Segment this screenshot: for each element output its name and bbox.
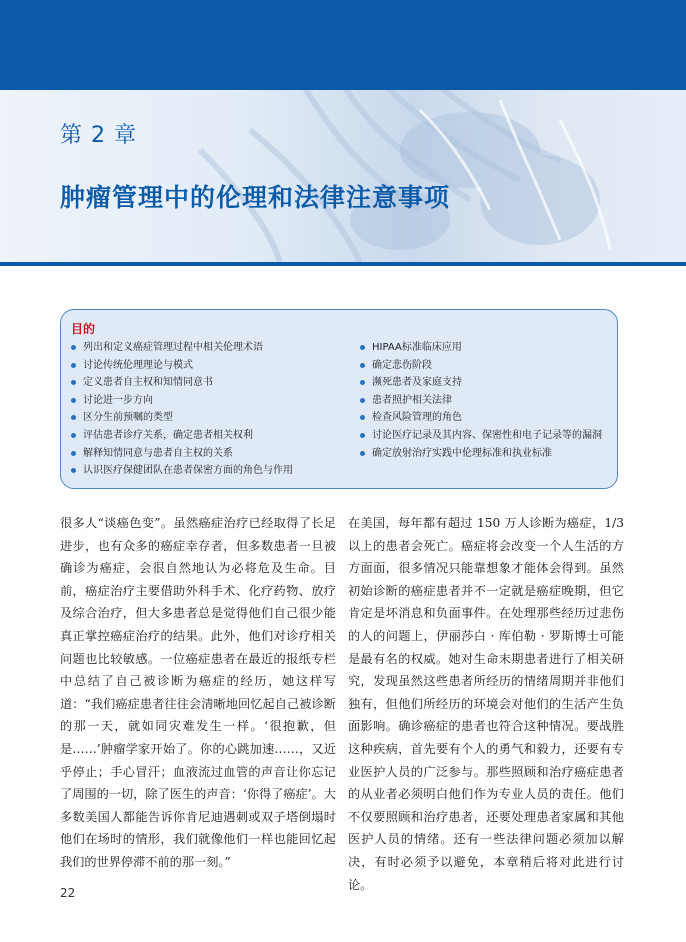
body-left-column: 很多人“谈癌色变”。虽然癌症治疗已经取得了长足进步，也有众多的癌症幸存者，但多数患者一旦被确诊为癌症，会很自然地认为必将危及生命。目前，癌症治疗主要借助外科手术、化疗药物、放疗及综合治疗，但大多患者总是觉得他们自己很少能真正掌控癌症治疗的结果。此外，他们对诊疗相关问题也比较敏感。一位癌症患者在最近的报纸专栏中总结了自己被诊断为癌症的经历，她这样写道：“我们癌症患者往往会清晰地回忆起自己被诊断的那一天，就如同灾难发生一样。‘很抱歉，但是……’肿瘤学家开始了。你的心跳加速……，又近乎停止；手心冒汗；血液流过血管的声音让你忘记了周围的一切，除了医生的声音：‘你得了癌症’。大多数美国人都能告诉你肯尼迪遇刺或双子塔倒塌时他们在场时的情形，我们就像他们一样也能回忆起我们的世界停滞不前的那一刻。” [60,516,336,869]
objective-text: 讨论医疗记录及其内容、保密性和电子记录等的漏洞 [372,429,602,441]
objective-item [358,392,610,410]
objective-text: 定义患者自主权和知情同意书 [83,377,213,389]
objective-item [69,409,349,427]
objectives-left-list [69,339,349,480]
objective-text: 濒死患者及家庭支持 [372,377,462,389]
objective-item [69,374,349,392]
header-banner [0,0,686,90]
anatomy-illustration [0,90,686,262]
bullet-icon [360,415,365,420]
objective-text: 评估患者诊疗关系，确定患者相关权利 [83,429,253,441]
objective-text: 讨论进一步方向 [83,394,153,406]
objective-item [358,357,610,375]
bullet-icon [71,451,76,456]
objectives-box [60,309,618,489]
objective-item [358,409,610,427]
objective-item [69,462,349,480]
bullet-icon [360,398,365,403]
objectives-heading: 目的 [71,322,96,336]
objective-item [69,339,349,357]
objective-item [69,357,349,375]
bullet-icon [71,363,76,368]
page-number: 22 [60,886,76,900]
objective-text: 确定放射治疗实践中伦理标准和执业标准 [372,447,552,459]
objective-text: 确定悲伤阶段 [372,359,432,371]
bullet-icon [71,398,76,403]
objective-text: 解释知情同意与患者自主权的关系 [83,447,233,459]
objective-text: 列出和定义癌症管理过程中相关伦理术语 [83,342,263,353]
header-divider [0,262,686,266]
bullet-icon [71,468,76,473]
objective-text: 区分生前预嘱的类型 [83,412,173,424]
objective-item [358,427,610,445]
objective-text: 患者照护相关法律 [372,394,452,406]
objective-text: HIPAA标准临床应用 [372,342,462,353]
objective-text: 检查风险管理的角色 [372,412,462,424]
bullet-icon [360,433,365,438]
objective-item [358,339,610,357]
objective-item [69,445,349,463]
bullet-icon [360,451,365,456]
chapter-title: 肿瘤管理中的伦理和法律注意事项 [60,183,451,212]
bullet-icon [71,415,76,420]
body-right-column: 在美国，每年都有超过 150 万人诊断为癌症，1/3 以上的患者会死亡。癌症将会改变一个人生活的方方面面，很多情况只能靠想象才能体会得到。虽然初始诊断的癌症患者并不一定就是癌症晚期，但它肯定是坏消息和负面事件。在处理那些经历过悲伤的人的问题上，伊丽莎白 · 库伯勒 · 罗斯博士可能是最有名的权威。她对生命末期患者进行了相关研究，发现虽然这些患者所经历的情绪周期并非他们独有，但他们所经历的环境会对他们的生活产生负面影响。确诊癌症的患者也符合这种情况。要战胜这种疾病，首先要有个人的勇气和毅力，还要有专业医护人员的广泛参与。那些照顾和治疗癌症患者的从业者必须明白他们作为专业人员的责任。他们不仅要照顾和治疗患者，还要处理患者家属和其他医护人员的情绪。还有一些法律问题必须加以解决，有时必须予以避免，本章稍后将对此进行讨论。 [348,516,624,892]
bullet-icon [360,363,365,368]
objective-item [358,445,610,463]
objective-item [69,392,349,410]
anatomy-background-image [0,90,686,262]
bullet-icon [360,345,365,350]
objectives-right-list [358,339,610,462]
objective-text: 认识医疗保健团队在患者保密方面的角色与作用 [83,465,293,477]
chapter-label: 第 2 章 [60,123,137,148]
bullet-icon [71,345,76,350]
objective-text: 讨论传统伦理理论与模式 [83,359,193,371]
objective-item [358,374,610,392]
bullet-icon [71,380,76,385]
bullet-icon [360,380,365,385]
objective-item [69,427,349,445]
bullet-icon [71,433,76,438]
